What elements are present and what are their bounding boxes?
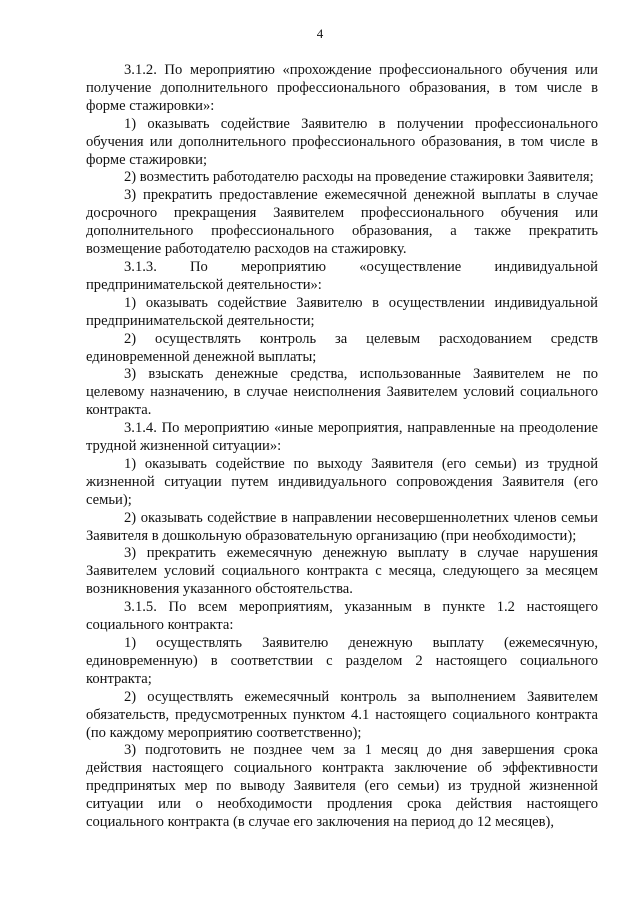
page-number: 4 (316, 26, 324, 41)
paragraph-3-1-3-item-2: 2) осуществлять контроль за целевым расходованием средств единовременной денежной выплаты; (86, 330, 598, 365)
paragraph-3-1-5-item-2: 2) осуществлять ежемесячный контроль за выполнением Заявителем обязательств, предусмотренных пунктом 4.1 настоящего социального контракта (по каждому мероприятию соответственно); (86, 688, 598, 741)
paragraph-3-1-2-item-3: 3) прекратить предоставление ежемесячной денежной выплаты в случае досрочного прекращения Заявителем профессионального обучения или дополнительного профессионального образования, а также прекратить возмещение работодателю расходов на стажировку. (86, 187, 598, 258)
paragraph-3-1-3-item-1: 1) оказывать содействие Заявителю в осуществлении индивидуальной предпринимательской деятельности; (86, 294, 598, 329)
paragraph-3-1-3-item-3: 3) взыскать денежные средства, использованные Заявителем не по целевому назначению, в случае неисполнения Заявителем условий социального контракта. (86, 366, 598, 419)
paragraph-3-1-2-item-1: 1) оказывать содействие Заявителю в получении профессионального обучения или дополнительного профессионального образования, в том числе в форме стажировки; (86, 115, 598, 168)
paragraph-3-1-2-item-2: 2) возместить работодателю расходы на проведение стажировки Заявителя; (124, 169, 594, 186)
paragraph-3-1-4: 3.1.4. По мероприятию «иные мероприятия, направленные на преодоление трудной жизненной ситуации»: (86, 420, 598, 455)
paragraph-3-1-5-item-1: 1) осуществлять Заявителю денежную выплату (ежемесячную, единовременную) в соответствии с разделом 2 настоящего социального контракта; (86, 635, 598, 687)
document-body (86, 62, 598, 832)
paragraph-3-1-5-item-3: 3) подготовить не позднее чем за 1 месяц до дня завершения срока действия настоящего социального контракта заключение об эффективности предпринятых мер по выводу Заявителя (его семьи) из трудной жизненной ситуации или о необходимости продления срока действия настоящего социального контракта (в случае его заключения на период до 12 месяцев), (86, 742, 598, 831)
paragraph-3-1-4-item-1: 1) оказывать содействие по выходу Заявителя (его семьи) из трудной жизненной ситуации путем индивидуального сопровождения Заявителя (его семьи); (86, 455, 598, 508)
paragraph-3-1-3: 3.1.3. По мероприятию «осуществление индивидуальной предпринимательской деятельности»: (86, 258, 598, 293)
paragraph-3-1-2: 3.1.2. По мероприятию «прохождение профессионального обучения или получение дополнительного профессионального образования, в том числе в форме стажировки»: (86, 62, 598, 114)
paragraph-3-1-4-item-2: 2) оказывать содействие в направлении несовершеннолетних членов семьи Заявителя в дошкольную образовательную организацию (при необходимости); (86, 509, 598, 544)
paragraph-3-1-5: 3.1.5. По всем мероприятиям, указанным в пункте 1.2 настоящего социального контракта: (86, 599, 598, 634)
paragraph-3-1-4-item-3: 3) прекратить ежемесячную денежную выплату в случае нарушения Заявителем условий социального контракта с месяца, следующего за месяцем возникновения указанного обстоятельства. (86, 545, 598, 598)
